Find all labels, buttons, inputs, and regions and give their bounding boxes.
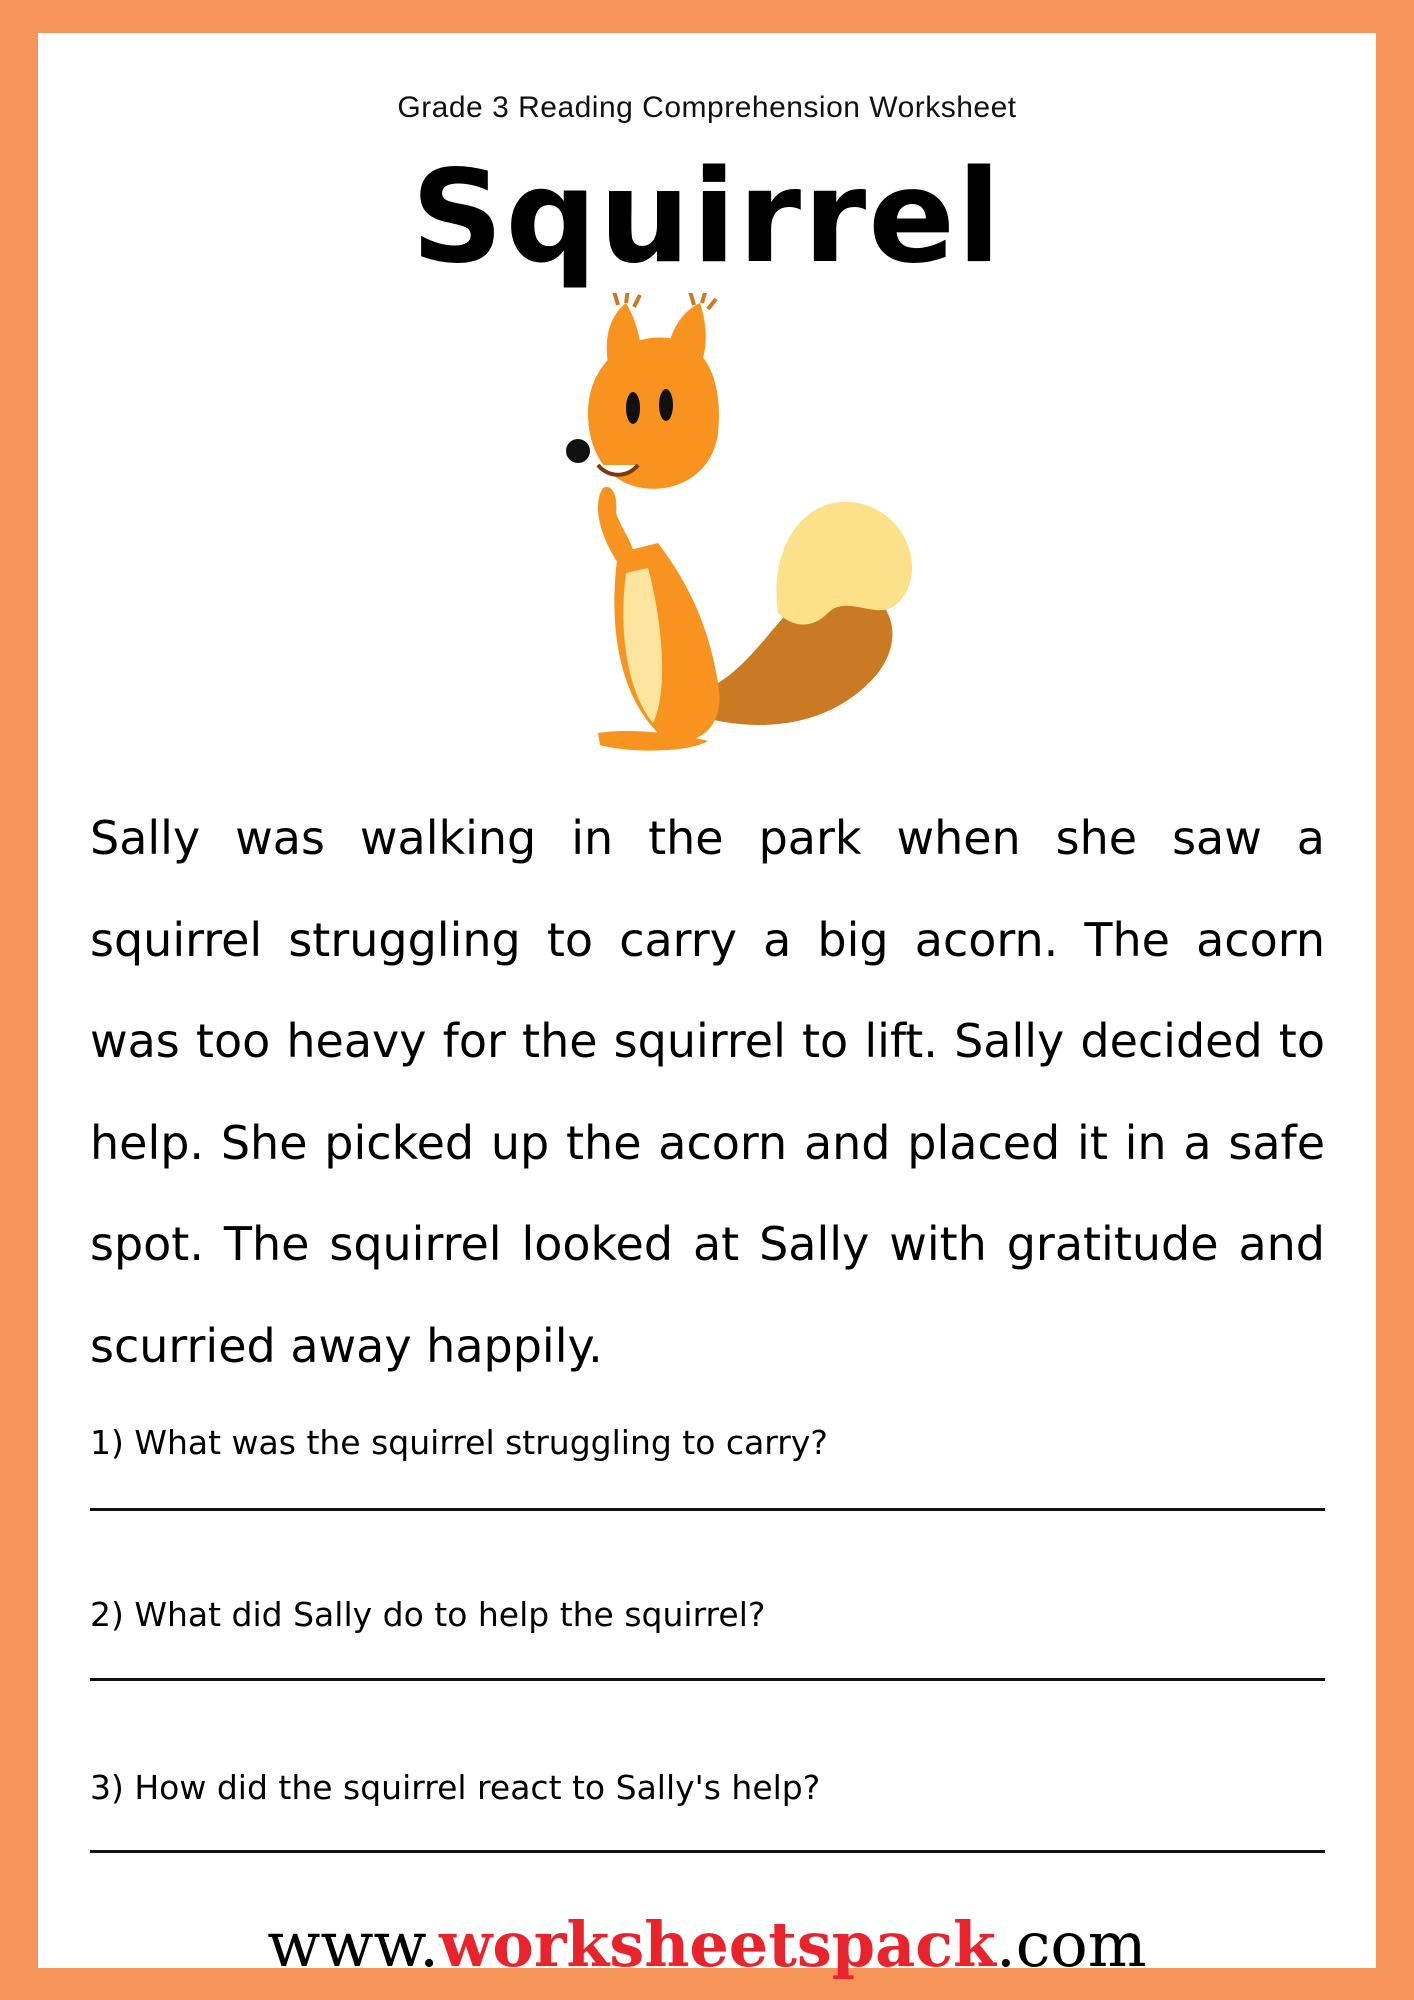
- squirrel-eye-left: [626, 392, 640, 424]
- squirrel-eye-right: [659, 389, 673, 421]
- squirrel-arm: [598, 487, 634, 563]
- question-2: 2) What did Sally do to help the squirrel?: [90, 1595, 766, 1634]
- squirrel-nose: [566, 439, 590, 463]
- question-3: 3) How did the squirrel react to Sally's help?: [90, 1768, 821, 1807]
- worksheet-subtitle: Grade 3 Reading Comprehension Worksheet: [397, 91, 1017, 124]
- website-footer[interactable]: [38, 1908, 1376, 1981]
- answer-line-2[interactable]: [90, 1678, 1325, 1681]
- squirrel-ear-left: [607, 303, 641, 363]
- question-1: 1) What was the squirrel struggling to carry?: [90, 1423, 828, 1462]
- answer-line-3[interactable]: [90, 1850, 1325, 1853]
- answer-line-1[interactable]: [90, 1508, 1325, 1511]
- footer-suffix: .com: [996, 1908, 1147, 1981]
- reading-passage: Sally was walking in the park when she saw a squirrel struggling to carry a big acorn. The acorn was too heavy for the squirrel to lift. Sally decided to help. She picked up the acorn and placed it in a safe spot. The squirrel looked at Sally with gratitude and scurried away happily.: [90, 811, 1325, 1373]
- worksheet-title: Squirrel: [411, 143, 1003, 292]
- footer-prefix: www.: [267, 1908, 439, 1981]
- footer-brand: worksheetspack: [438, 1908, 996, 1981]
- worksheet-page: [38, 33, 1376, 1981]
- squirrel-illustration: [548, 293, 948, 763]
